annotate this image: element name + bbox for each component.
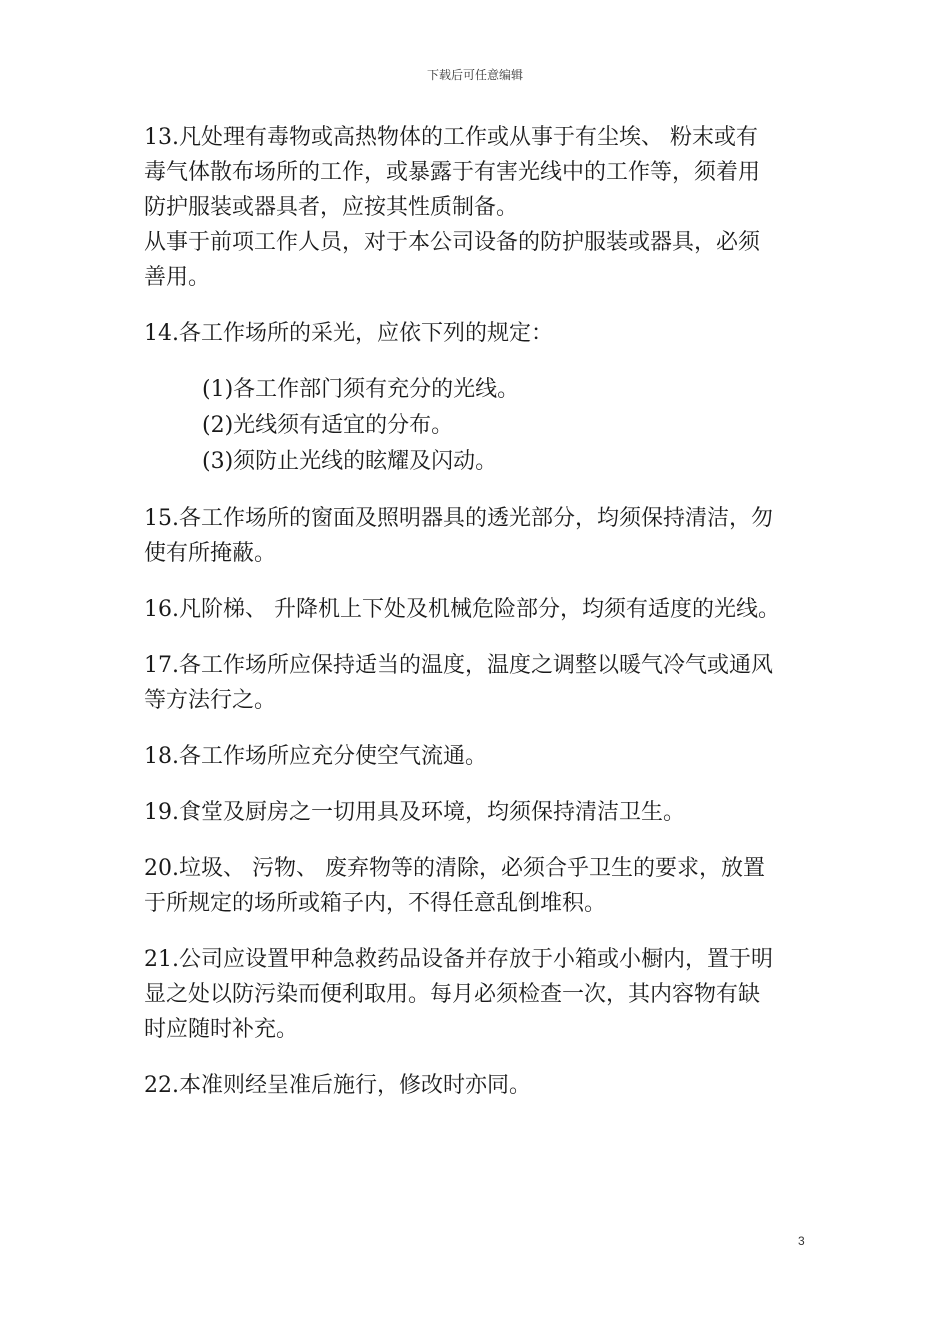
paragraph-19 [144,795,808,830]
paragraph-13-continued [144,225,808,295]
paragraph-line: 17.各工作场所应保持适当的温度，温度之调整以暖气冷气或通风 [144,653,773,678]
paragraph-line: 15.各工作场所的窗面及照明器具的透光部分，均须保持清洁，勿 [144,506,773,531]
paragraph-line: 16.凡阶梯、 升降机上下处及机械危险部分，均须有适度的光线。 [144,597,780,622]
paragraph-13 [144,120,808,225]
paragraph-line: 防护服装或器具者，应按其性质制备。 [144,195,519,220]
paragraph-15 [144,501,808,571]
paragraph-17 [144,648,808,718]
paragraph-line: 13.凡处理有毒物或高热物体的工作或从事于有尘埃、 粉末或有 [144,125,758,150]
paragraph-line: 毒气体散布场所的工作，或暴露于有害光线中的工作等，须着用 [144,160,761,185]
list-item: (3)须防止光线的眩耀及闪动。 [202,449,498,474]
paragraph-line: 19.食堂及厨房之一切用具及环境，均须保持清洁卫生。 [144,800,685,825]
paragraph-16 [144,592,808,627]
paragraph-line: 善用。 [144,265,211,290]
page-number: 3 [798,1234,805,1248]
paragraph-line: 20.垃圾、 污物、 废弃物等的清除，必须合乎卫生的要求，放置 [144,856,765,881]
page-header: 下载后可任意编辑 [426,68,523,82]
paragraph-line: 18.各工作场所应充分使空气流通。 [144,744,487,769]
paragraph-20 [144,851,808,921]
list-item: (2)光线须有适宜的分布。 [202,413,454,438]
paragraph-line: 等方法行之。 [144,688,277,713]
paragraph-18 [144,739,808,774]
paragraph-line: 从事于前项工作人员，对于本公司设备的防护服装或器具，必须 [144,230,761,255]
paragraph-line: 使有所掩蔽。 [144,541,277,566]
document-body [144,120,808,1124]
paragraph-14 [144,316,808,351]
paragraph-line: 时应随时补充。 [144,1017,299,1042]
lighting-rules-list [144,372,808,480]
paragraph-line: 14.各工作场所的采光，应依下列的规定： [144,321,553,346]
paragraph-line: 显之处以防污染而便利取用。每月必须检查一次，其内容物有缺 [144,982,761,1007]
list-item: (1)各工作部门须有充分的光线。 [202,377,520,402]
paragraph-line: 于所规定的场所或箱子内，不得任意乱倒堆积。 [144,891,607,916]
paragraph-line: 22.本准则经呈准后施行，修改时亦同。 [144,1073,531,1098]
paragraph-21 [144,942,808,1047]
paragraph-line: 21.公司应设置甲种急救药品设备并存放于小箱或小橱内，置于明 [144,947,773,972]
paragraph-22 [144,1068,808,1103]
